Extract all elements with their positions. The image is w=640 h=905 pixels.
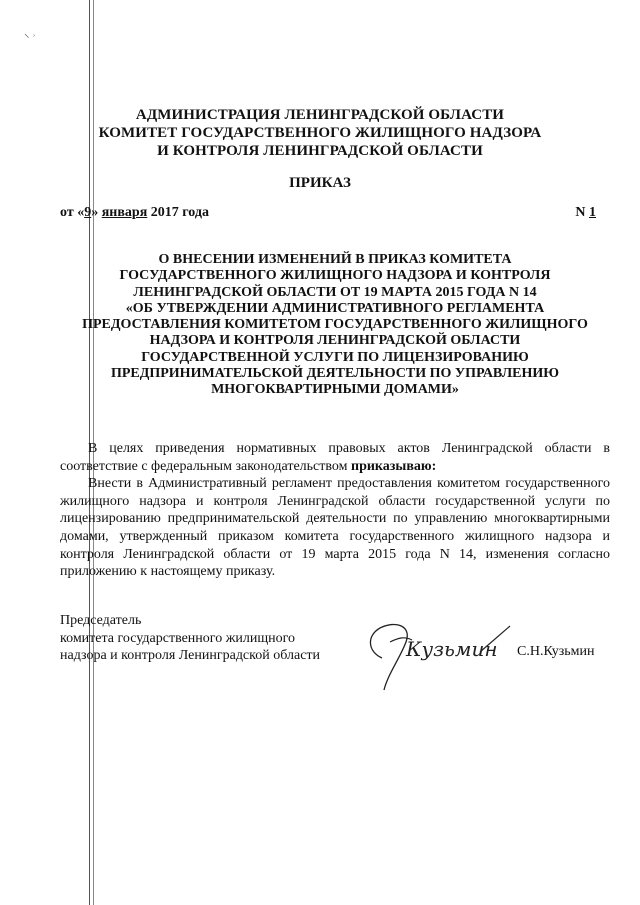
subject-line: «ОБ УТВЕРЖДЕНИИ АДМИНИСТРАТИВНОГО РЕГЛАМЕНТА	[125, 300, 545, 316]
subject-line: ГОСУДАРСТВЕННОГО ЖИЛИЩНОГО НАДЗОРА И КОНТРОЛЯ	[119, 268, 551, 284]
document-subject	[40, 252, 630, 399]
signatory-title: комитета государственного жилищного	[60, 630, 295, 646]
subject-line: ПРЕДПРИНИМАТЕЛЬСКОЙ ДЕЯТЕЛЬНОСТИ ПО УПРАВЛЕНИЮ	[110, 366, 560, 382]
header-line: И КОНТРОЛЯ ЛЕНИНГРАДСКОЙ ОБЛАСТИ	[157, 143, 483, 159]
document-date: от «9» января 2017 года	[60, 205, 209, 220]
scan-mark: ⸜ ˒	[24, 28, 36, 40]
organization-header	[0, 106, 640, 160]
document-number: N 1	[575, 205, 596, 220]
document-type: ПРИКАЗ	[289, 175, 351, 191]
signatory-title: надзора и контроля Ленинградской области	[60, 648, 321, 663]
date-day: 9	[84, 205, 92, 220]
subject-line: НАДЗОРА И КОНТРОЛЯ ЛЕНИНГРАДСКОЙ ОБЛАСТИ	[149, 333, 521, 349]
subject-line: МНОГОКВАРТИРНЫМИ ДОМАМИ»	[211, 382, 459, 398]
subject-line: ГОСУДАРСТВЕННОЙ УСЛУГИ ПО ЛИЦЕНЗИРОВАНИЮ	[141, 349, 529, 365]
date-month: января	[101, 205, 148, 220]
body-paragraph: Внести в Административный регламент предоставления комитетом государственного жилищного надзора и контроля Ленинградской области государственной услуги по лицензированию предпринимательской деятельности по управлению многоквартирными домами, утвержденный приказом комитета государственного жилищного надзора и контроля Ленинградской области от 19 марта 2015 года N 14, изменения согласно приложению к настоящему приказу.	[60, 476, 610, 580]
signatory-title: Председатель	[60, 613, 142, 628]
svg-text:Кузьмин: Кузьмин	[406, 637, 498, 661]
date-number-row	[60, 205, 596, 221]
order-keyword: приказываю:	[351, 458, 437, 474]
subject-line: ПРЕДОСТАВЛЕНИЯ КОМИТЕТОМ ГОСУДАРСТВЕННОГО ЖИЛИЩНОГО	[82, 317, 588, 333]
subject-line: О ВНЕСЕНИИ ИЗМЕНЕНИЙ В ПРИКАЗ КОМИТЕТА	[158, 252, 512, 267]
subject-line: ЛЕНИНГРАДСКОЙ ОБЛАСТИ ОТ 19 МАРТА 2015 ГОДА N 14	[133, 284, 537, 300]
document-body	[60, 440, 610, 581]
header-line: КОМИТЕТ ГОСУДАРСТВЕННОГО ЖИЛИЩНОГО НАДЗОРА	[98, 125, 542, 141]
signatory-name: С.Н.Кузьмин	[517, 644, 595, 659]
handwritten-signature	[360, 612, 525, 692]
body-paragraph: В целях приведения нормативных правовых актов Ленинградской области в соответствие с федеральным законодательством приказываю:	[60, 441, 610, 474]
header-line: АДМИНИСТРАЦИЯ ЛЕНИНГРАДСКОЙ ОБЛАСТИ	[135, 107, 505, 123]
